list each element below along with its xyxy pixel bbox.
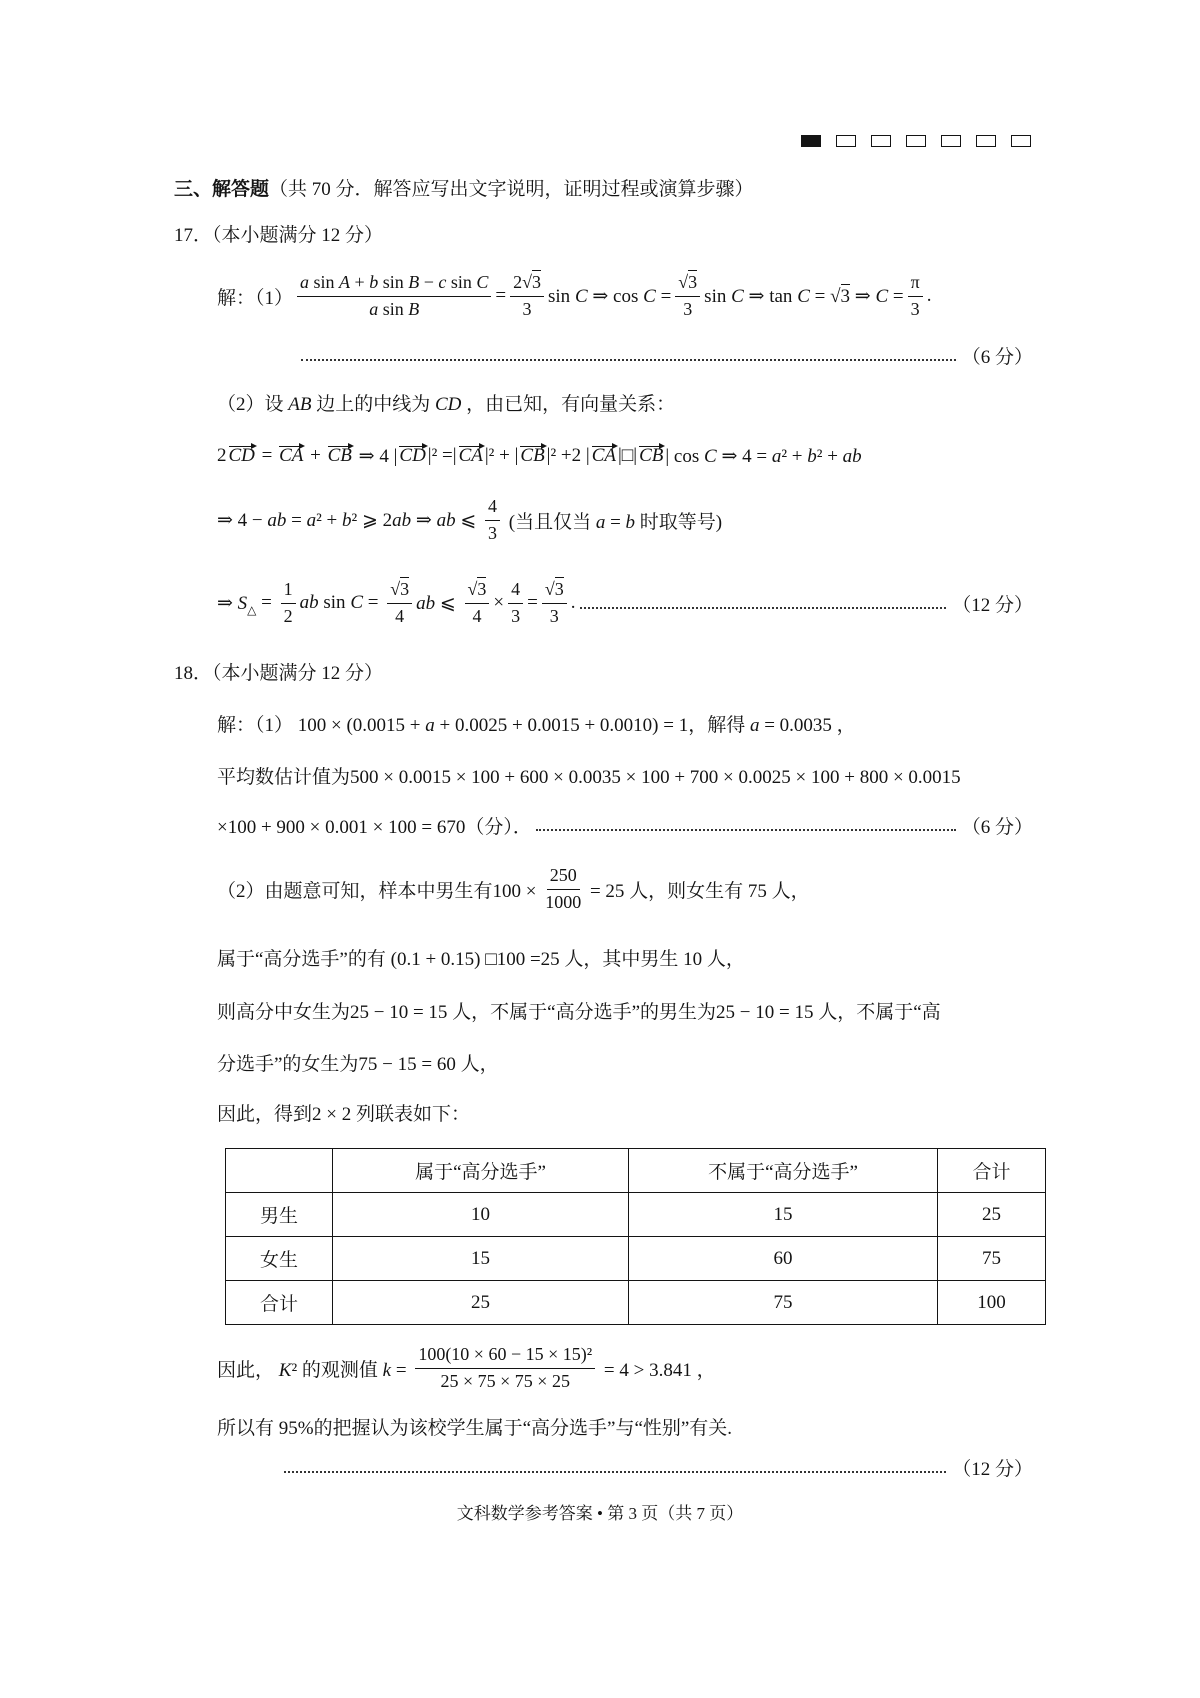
fraction-denominator: 1000 — [545, 891, 582, 912]
q18-heading: 18．（本小题满分 12 分） — [174, 662, 384, 684]
math-text: = — [495, 285, 507, 306]
score-label: （6 分） — [961, 346, 1033, 368]
math-text: 解：（1） 100 × (0.0015 + a + 0.0025 + 0.0015 + 0.0010) = 1，解得 a = 0.0035 ， — [217, 714, 856, 736]
section-note: （共 70 分．解答应写出文字说明，证明过程或演算步骤） — [269, 178, 754, 200]
math-text: sin C ⇒ tan C = √3 ⇒ C = — [704, 285, 904, 307]
vector-symbol: CB — [520, 445, 545, 466]
q17-part1-score-row — [297, 340, 1033, 370]
q18-line-6 — [217, 995, 941, 1025]
math-text: ab sin C = — [299, 592, 384, 613]
math-text: . — [926, 285, 932, 306]
math-text: 因此， K² 的观测值 k = — [217, 1359, 412, 1381]
table-cell: 25 — [938, 1193, 1046, 1237]
q18-line-3 — [217, 810, 1033, 840]
math-text: ab ⩽ — [416, 592, 461, 614]
table-cell: 75 — [938, 1237, 1046, 1281]
math-text: |² + | — [484, 445, 519, 466]
fraction-numerator: π — [908, 272, 923, 297]
fraction — [297, 272, 491, 320]
table-cell: 15 — [333, 1237, 629, 1281]
q17-heading: 17．（本小题满分 12 分） — [174, 224, 384, 246]
math-text: 因此，得到2 × 2 列联表如下： — [217, 1103, 470, 1125]
math-text: = — [256, 592, 277, 613]
fraction-numerator: √3 — [465, 579, 490, 604]
math-text: × — [493, 592, 505, 613]
q18-line-4 — [217, 859, 810, 919]
q18-chi-square — [217, 1338, 716, 1398]
math-text: （2）设 AB 边上的中线为 CD ，由已知，有向量关系： — [217, 393, 676, 415]
table-header-cell — [226, 1149, 333, 1193]
table-cell: 60 — [629, 1237, 938, 1281]
math-text: 2 — [217, 445, 227, 466]
math-text: = — [256, 445, 278, 466]
page-progress-mark — [801, 135, 821, 147]
table-cell: 100 — [938, 1281, 1046, 1325]
math-text: |² =| — [427, 445, 457, 466]
table-row — [226, 1281, 1046, 1325]
score-label: （6 分） — [961, 816, 1033, 838]
q17-part1-equation — [217, 266, 931, 326]
q18-line-8 — [217, 1097, 470, 1127]
fraction — [415, 1344, 595, 1392]
fraction-numerator: √3 — [675, 272, 700, 297]
section-label: 三、解答题 — [174, 178, 270, 200]
fraction-denominator: 4 — [472, 605, 482, 626]
math-text: = 4 > 3.841 ， — [599, 1359, 716, 1381]
fraction-denominator: 3 — [522, 298, 532, 319]
subscript: △ — [247, 602, 257, 617]
fraction — [465, 579, 490, 627]
vector-symbol: CB — [327, 445, 352, 466]
q18-line-7 — [217, 1047, 499, 1077]
math-text: = — [527, 592, 538, 613]
fraction-numerator: a sin A + b sin B − c sin C — [297, 272, 491, 297]
fraction-denominator: 4 — [395, 605, 405, 626]
math-text: （2）由题意可知，样本中男生有100 × — [217, 880, 542, 902]
fraction-denominator: 3 — [488, 522, 497, 543]
page-progress-mark — [941, 135, 961, 147]
q18-line-5 — [217, 942, 745, 972]
vector-symbol: CA — [591, 445, 616, 466]
fraction-denominator: a sin B — [369, 298, 420, 319]
q18-line-1 — [217, 708, 856, 738]
page-progress-mark — [906, 135, 926, 147]
math-text: ×100 + 900 × 0.001 × 100 = 670（分）． — [217, 816, 532, 838]
fraction — [508, 579, 523, 627]
fraction-denominator: 3 — [683, 298, 693, 319]
vector-symbol: CD — [399, 445, 426, 466]
dotted-leader — [284, 1471, 946, 1473]
page-progress-mark — [836, 135, 856, 147]
math-text: |□| — [617, 445, 638, 466]
score-label: （12 分） — [952, 594, 1033, 616]
math-text: = 25 人，则女生有 75 人， — [585, 880, 810, 902]
table-cell: 合计 — [226, 1281, 333, 1325]
vector-symbol: CD — [228, 445, 255, 466]
fraction — [387, 579, 412, 627]
math-text: ⇒ 4 | — [353, 445, 398, 467]
table-cell: 15 — [629, 1193, 938, 1237]
table-cell: 女生 — [226, 1237, 333, 1281]
q17-inequality — [217, 490, 722, 550]
q17-area-bound — [217, 573, 1033, 633]
fraction-denominator: 3 — [549, 605, 559, 626]
fraction-numerator: 4 — [508, 579, 523, 604]
fraction-denominator: 2 — [283, 605, 293, 626]
fraction-denominator: 3 — [910, 298, 920, 319]
table-header-cell: 不属于“高分选手” — [629, 1149, 938, 1193]
fraction — [675, 272, 700, 320]
dotted-leader — [301, 359, 956, 361]
math-text: ⇒ 4 − ab = a² + b² ⩾ 2ab ⇒ ab ⩽ — [217, 509, 481, 531]
score-label: （12 分） — [952, 1458, 1033, 1480]
table-header-cell: 合计 — [938, 1149, 1046, 1193]
fraction — [908, 272, 923, 320]
math-text: + — [305, 445, 326, 466]
math-text: sin C ⇒ cos C = — [548, 285, 672, 307]
fraction-numerator: 4 — [485, 496, 500, 521]
vector-symbol: CA — [279, 445, 304, 466]
dotted-leader — [580, 607, 947, 609]
fraction — [485, 496, 500, 544]
q17-vector-equation — [217, 436, 862, 476]
q18-score-row — [280, 1452, 1033, 1482]
fraction-numerator: √3 — [387, 579, 412, 604]
table-header-row — [226, 1149, 1046, 1193]
q17-part2-intro — [217, 387, 675, 417]
fraction-numerator: √3 — [542, 579, 567, 604]
table-cell: 男生 — [226, 1193, 333, 1237]
fraction-denominator: 3 — [511, 605, 521, 626]
fraction — [510, 272, 544, 320]
page-progress-mark — [976, 135, 996, 147]
page-progress-mark — [871, 135, 891, 147]
vector-symbol: CA — [458, 445, 483, 466]
fraction — [281, 579, 296, 627]
fraction-numerator: 2√3 — [510, 272, 544, 297]
q18-conclusion — [217, 1411, 732, 1441]
math-text: 所以有 95%的把握认为该校学生属于“高分选手”与“性别”有关. — [217, 1417, 733, 1439]
vector-symbol: CB — [639, 445, 664, 466]
page-footer: 文科数学参考答案 • 第 3 页（共 7 页） — [456, 1504, 744, 1523]
fraction-numerator: 100(10 × 60 − 15 × 15)² — [415, 1344, 595, 1369]
math-text: 则高分中女生为25 − 10 = 15 人，不属于“高分选手”的男生为25 − 10 = 15 人，不属于“高 — [217, 1001, 941, 1023]
math-text: |² +2 | — [546, 445, 590, 466]
math-text: 分选手”的女生为75 − 15 = 60 人， — [217, 1053, 499, 1075]
fraction-denominator: 25 × 75 × 75 × 25 — [440, 1370, 570, 1391]
math-text: 解：（1） — [217, 287, 294, 309]
section-heading — [174, 172, 754, 202]
table-cell: 25 — [333, 1281, 629, 1325]
fraction — [542, 579, 567, 627]
dotted-leader — [536, 829, 956, 831]
math-text: 平均数估计值为500 × 0.0015 × 100 + 600 × 0.0035 × 100 + 700 × 0.0025 × 100 + 800 × 0.0015 — [217, 766, 961, 788]
math-text: ⇒ S — [217, 592, 248, 614]
fraction-numerator: 1 — [281, 579, 296, 604]
q18-line-2 — [217, 760, 961, 790]
math-text: . — [570, 592, 576, 613]
contingency-table — [225, 1148, 1046, 1325]
page-progress-marks — [801, 135, 1031, 147]
table-header-cell: 属于“高分选手” — [333, 1149, 629, 1193]
fraction-numerator: 250 — [547, 865, 580, 890]
math-text: (当且仅当 a = b 时取等号) — [504, 511, 723, 533]
table-cell: 75 — [629, 1281, 938, 1325]
math-text: 属于“高分选手”的有 (0.1 + 0.15) □100 =25 人，其中男生 10 人， — [217, 948, 745, 970]
table-cell: 10 — [333, 1193, 629, 1237]
table-row — [226, 1237, 1046, 1281]
fraction — [545, 865, 581, 913]
math-text: | cos C ⇒ 4 = a² + b² + ab — [665, 445, 862, 467]
table-row — [226, 1193, 1046, 1237]
page-progress-mark — [1011, 135, 1031, 147]
